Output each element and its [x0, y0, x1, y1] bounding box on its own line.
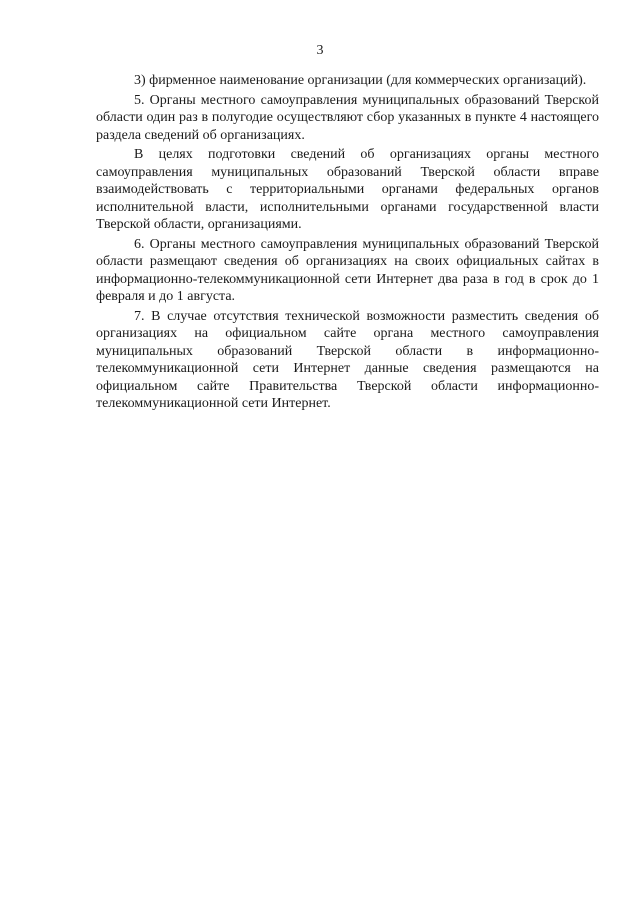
paragraph-item-6: 6. Органы местного самоуправления муниципальных образований Тверской области размещают сведения об организациях на своих официальных сайтах в информационно-телекоммуникационной сети Интернет два раза в год в срок до 1 февраля и до 1 августа.: [96, 236, 599, 304]
document-body: [96, 72, 599, 415]
paragraph-item-5: 5. Органы местного самоуправления муниципальных образований Тверской области один раз в полугодие осуществляют сбор указанных в пункте 4 настоящего раздела сведений об организациях.: [96, 92, 599, 143]
page-number: 3: [316, 43, 324, 58]
paragraph-item-3: 3) фирменное наименование организации (для коммерческих организаций).: [134, 73, 587, 88]
paragraph-item-7: 7. В случае отсутствия технической возможности разместить сведения об организациях на официальном сайте органа местного самоуправления муниципальных образований Тверской области в информационно-телекоммуникационной сети Интернет данные сведения размещаются на официальном сайте Правительства Тверской области информационно-телекоммуникационной сети Интернет.: [96, 308, 599, 411]
paragraph-item-5-continued: В целях подготовки сведений об организациях органы местного самоуправления муниципальных образований Тверской области вправе взаимодействовать с территориальными органами федеральных органов исполнительной власти, исполнительными органами государственной власти Тверской области, организациями.: [96, 147, 599, 232]
